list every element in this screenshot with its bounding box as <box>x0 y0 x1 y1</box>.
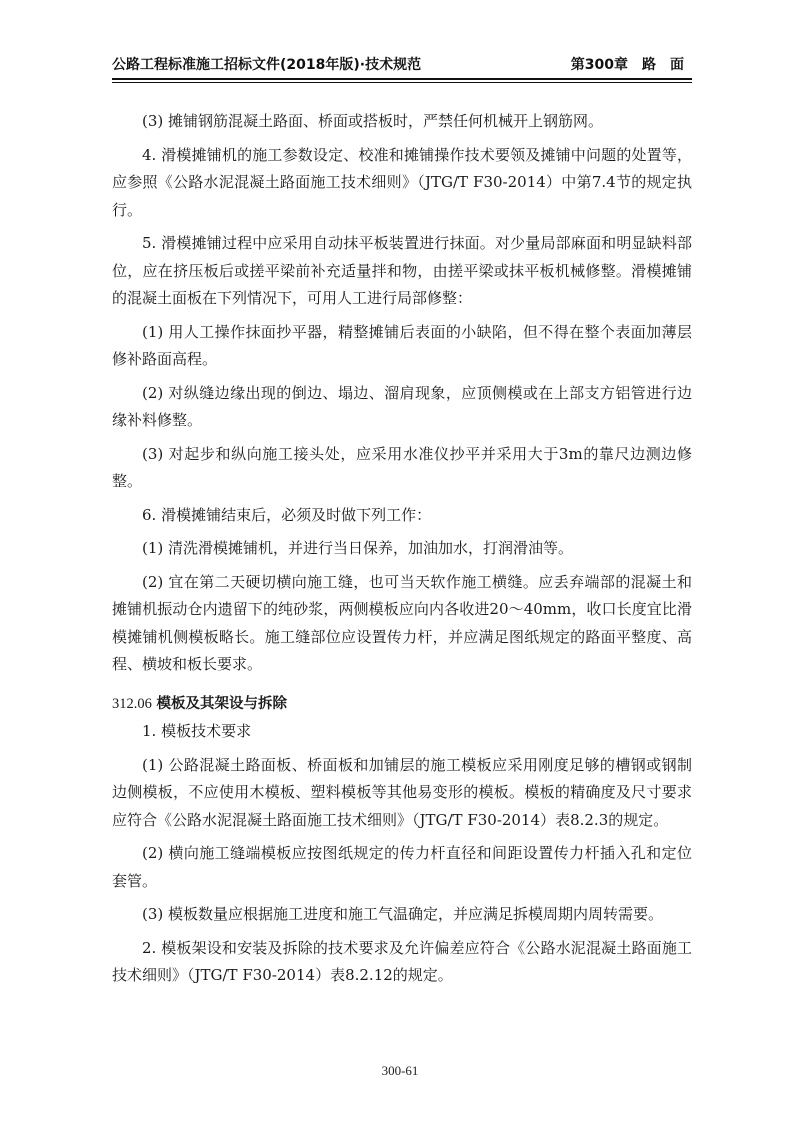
paragraph: 5. 滑模摊铺过程中应采用自动抹平板装置进行抹面。对少量局部麻面和明显缺料部位，应在挤压板后或搓平梁前补充适量拌和物，由搓平梁或抹平板机械修整。滑模摊铺的混凝土面板在下列情况下，可用人工进行局部修整： <box>112 234 692 307</box>
paragraph: (2) 对纵缝边缘出现的倒边、塌边、溜肩现象，应顶侧模或在上部支方铝管进行边缘补料修整。 <box>112 383 692 429</box>
paragraph: (2) 宜在第二天硬切横向施工缝，也可当天软作施工横缝。应丢弃端部的混凝土和摊铺机振动仓内遗留下的纯砂浆，两侧模板应向内各收进20～40mm，收口长度宜比滑模摊铺机侧模板略长。施工缝部位应设置传力杆，并应满足图纸规定的路面平整度、高程、横坡和板长要求。 <box>112 572 692 673</box>
paragraph: (3) 对起步和纵向施工接头处，应采用水准仪抄平并采用大于3m的靠尺边测边修整。 <box>112 444 692 490</box>
paragraph: (2) 横向施工缝端模板应按图纸规定的传力杆直径和间距设置传力杆插入孔和定位套管。 <box>112 844 692 890</box>
header-rule-thick <box>112 78 692 80</box>
paragraph: (1) 公路混凝土路面板、桥面板和加铺层的施工模板应采用刚度足够的槽钢或钢制边侧模板，不应使用木模板、塑料模板等其他易变形的模板。模板的精确度及尺寸要求应符合《公路水泥混凝土路面施工技术细则》（JTG/T F30-2014）表8.2.3的规定。 <box>112 755 692 829</box>
section-number: 312.06 <box>112 695 152 712</box>
paragraph: (1) 用人工操作抹面抄平器，精整摊铺后表面的小缺陷，但不得在整个表面加薄层修补路面高程。 <box>112 322 692 368</box>
paragraph: (3) 摊铺钢筋混凝土路面、桥面或搭板时，严禁任何机械开上钢筋网。 <box>142 112 604 130</box>
paragraph: (1) 清洗滑模摊铺机，并进行当日保养，加油加水，打润滑油等。 <box>142 539 574 557</box>
section-title: 模板及其架设与拆除 <box>156 695 287 712</box>
header-document-title: 公路工程标准施工招标文件(2018年版)·技术规范 <box>112 57 422 73</box>
header-rule-thin <box>112 82 692 83</box>
paragraph: (3) 模板数量应根据施工进度和施工气温确定，并应满足拆模周期内周转需要。 <box>142 905 664 923</box>
header-chapter-title: 第300章 路 面 <box>570 57 684 73</box>
page-body <box>112 108 692 990</box>
paragraph: 4. 滑模摊铺机的施工参数设定、校准和摊铺操作技术要领及摊铺中问题的处置等，应参照《公路水泥混凝土路面施工技术细则》（JTG/T F30-2014）中第7.4节的规定执行。 <box>112 145 692 219</box>
paragraph: 2. 模板架设和安装及拆除的技术要求及允许偏差应符合《公路水泥混凝土路面施工技术细则》（JTG/T F30-2014）表8.2.12的规定。 <box>112 938 692 984</box>
running-header <box>112 52 690 76</box>
paragraph: 6. 滑模摊铺结束后，必须及时做下列工作： <box>142 505 432 524</box>
paragraph: 1. 模板技术要求 <box>142 722 252 740</box>
section-heading <box>112 691 692 719</box>
page-number: 300-61 <box>381 1063 419 1078</box>
